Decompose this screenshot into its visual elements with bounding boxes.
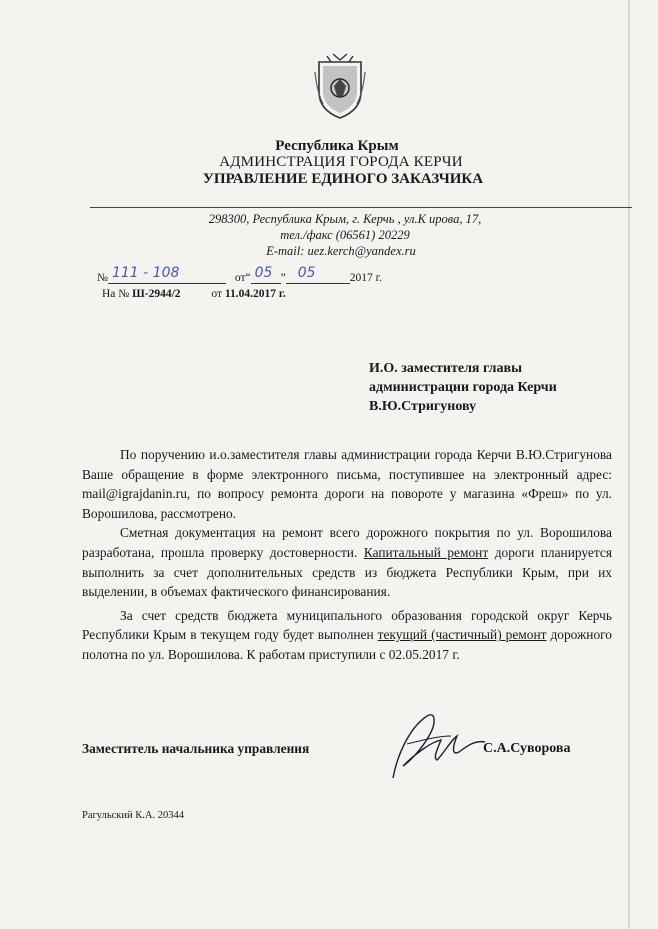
handwritten-day: 05 xyxy=(254,265,273,281)
paragraph-3 xyxy=(82,606,612,665)
paragraph-2-end: дороги планируется выполнить за счет дополнительных средств из бюджета Республики Крым, при их выделении, в объемах фактического финансирования. xyxy=(82,544,612,600)
paragraph-3-end: дорожного полотна по ул. Ворошилова. К работам приступили с 02.05.2017 г. xyxy=(82,627,612,662)
paragraph-1: По поручению и.о.заместителя главы администрации города Керчи В.Ю.Стригунова Ваше обращение в форме электронного письма, поступившее на электронный адрес: mail@igrajdanin.ru, по вопросу ремонта дороги на повороте у магазина «Фреш» по ул. Ворошилова, рассмотрено. xyxy=(82,447,612,521)
outgoing-number-line xyxy=(97,265,382,284)
paragraph-2 xyxy=(82,523,612,601)
reference-from-label: от xyxy=(211,288,223,300)
executor-note: Рагульский К.А. 20344 xyxy=(82,810,184,821)
handwritten-signature xyxy=(387,706,487,786)
reference-label: На № xyxy=(102,288,130,300)
date-quote-open: “ xyxy=(245,272,251,284)
recipient-organization: администрации города Керчи xyxy=(369,380,557,395)
signatory-title: Заместитель начальника управления xyxy=(82,741,310,756)
paragraph-3-start: За счет средств бюджета муниципального образования городской округ Керчь Республики Крым в текущем году будет выполнен xyxy=(82,607,612,643)
current-repair-underlined: текущий (частичный) ремонт xyxy=(377,627,547,643)
crimea-coat-of-arms-emblem xyxy=(313,52,367,120)
year-text: 2017 г. xyxy=(349,272,382,284)
header-department: УПРАВЛЕНИЕ ЕДИНОГО ЗАКАЗЧИКА xyxy=(202,171,484,187)
capital-repair-underlined: Капитальный ремонт xyxy=(363,544,489,560)
month-blank xyxy=(286,265,350,284)
reference-date: 11.04.2017 г. xyxy=(224,288,286,300)
recipient-position: И.О. заместителя главы xyxy=(369,361,522,376)
number-label: № xyxy=(97,272,108,284)
date-from-label: от xyxy=(234,272,246,284)
signatory-name: С.А.Суворова xyxy=(483,741,571,756)
handwritten-month: 05 xyxy=(297,265,316,281)
reference-number: Ш-2944/2 xyxy=(132,288,181,300)
letter-body xyxy=(82,445,612,665)
handwritten-number: 111 - 108 xyxy=(111,265,180,281)
recipient-name: В.Ю.Стригунову xyxy=(369,399,477,414)
reference-number-line xyxy=(102,288,286,300)
header-administration: АДМИНСТРАЦИЯ ГОРОДА КЕРЧИ xyxy=(219,154,463,170)
phone-fax-line: тел./факс (06561) 20229 xyxy=(280,228,410,242)
email-line: E-mail: uez.kerch@yandex.ru xyxy=(266,244,416,258)
address-line: 298300, Республика Крым, г. Керчь , ул.К ирова, 17, xyxy=(208,212,482,226)
header-republic: Республика Крым xyxy=(275,138,399,154)
number-blank xyxy=(108,265,226,284)
paragraph-2-start: Сметная документация на ремонт всего дорожного покрытия по ул. Ворошилова разработана, прошла проверку достоверности. xyxy=(82,525,612,560)
day-blank xyxy=(251,265,281,284)
header-divider xyxy=(90,207,632,208)
date-quote-close: ” xyxy=(280,272,286,284)
